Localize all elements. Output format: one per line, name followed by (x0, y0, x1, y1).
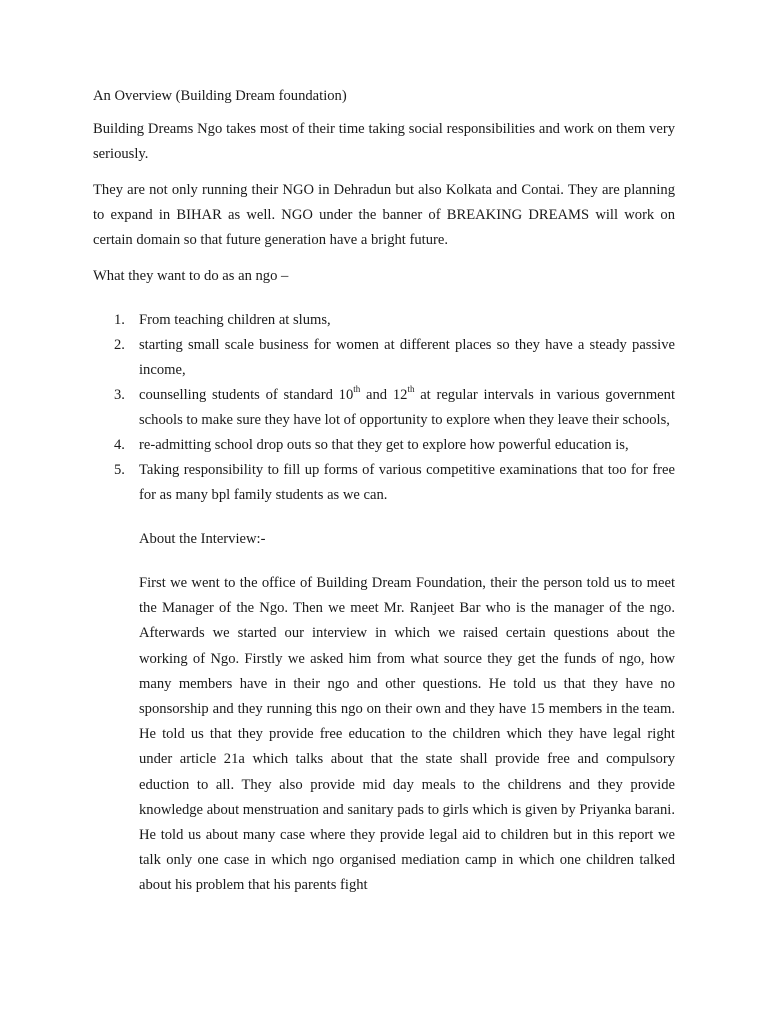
list-number: 5. (114, 462, 125, 478)
list-item (93, 433, 675, 458)
list-item (93, 458, 675, 508)
list-number: 2. (114, 337, 125, 353)
interview-heading: About the Interview:- (139, 531, 266, 547)
list-item-text: re-admitting school drop outs so that they get to explore how powerful education is, (139, 437, 629, 453)
list-number: 1. (114, 312, 125, 328)
list-item-text: counselling students of standard 10th and 12th at regular intervals in various government schools to make sure they have lot of opportunity to explore when they leave their schools, (139, 384, 676, 428)
list-item-text: From teaching children at slums, (139, 312, 331, 328)
list-number: 4. (114, 437, 125, 453)
list-item (93, 333, 675, 383)
intro-paragraph: Building Dreams Ngo takes most of their time taking social responsibilities and work on them very seriously. (93, 121, 675, 162)
list-number: 3. (114, 387, 125, 403)
goals-lead-in: What they want to do as an ngo – (93, 268, 289, 284)
document-title: An Overview (Building Dream foundation) (93, 88, 347, 104)
list-item-text: starting small scale business for women at different places so they have a steady passive income, (139, 337, 675, 378)
document-page (93, 86, 675, 899)
list-item (93, 383, 675, 433)
list-item (93, 308, 675, 333)
list-item-text: Taking responsibility to fill up forms of various competitive examinations that too for free for as many bpl family students as we can. (139, 462, 675, 503)
goals-list (93, 308, 675, 508)
locations-paragraph: They are not only running their NGO in Dehradun but also Kolkata and Contai. They are planning to expand in BIHAR as well. NGO under the banner of BREAKING DREAMS will work on certain domain so that future generation have a bright future. (93, 182, 675, 248)
interview-paragraph: First we went to the office of Building Dream Foundation, their the person told us to meet the Manager of the Ngo. Then we meet Mr. Ranjeet Bar who is the manager of the ngo. Afterwards we started our interview in which we raised certain questions about the working of Ngo. Firstly we asked him from what source they get the funds of ngo, how many members have in their ngo and other questions. He told us that they have no sponsorship and they running this ngo on their own and they have 15 members in the team. He told us that they provide free education to the children which they have legal right under article 21a which talks about that the state shall provide free and compulsory eduction to all. They also provide mid day meals to the childrens and they provide knowledge about menstruation and sanitary pads to girls which is given by Priyanka barani. He told us about many case where they provide legal aid to children but in this report we talk only one case in which ngo organised mediation camp in which one children talked about his problem that his parents fight (139, 575, 675, 894)
